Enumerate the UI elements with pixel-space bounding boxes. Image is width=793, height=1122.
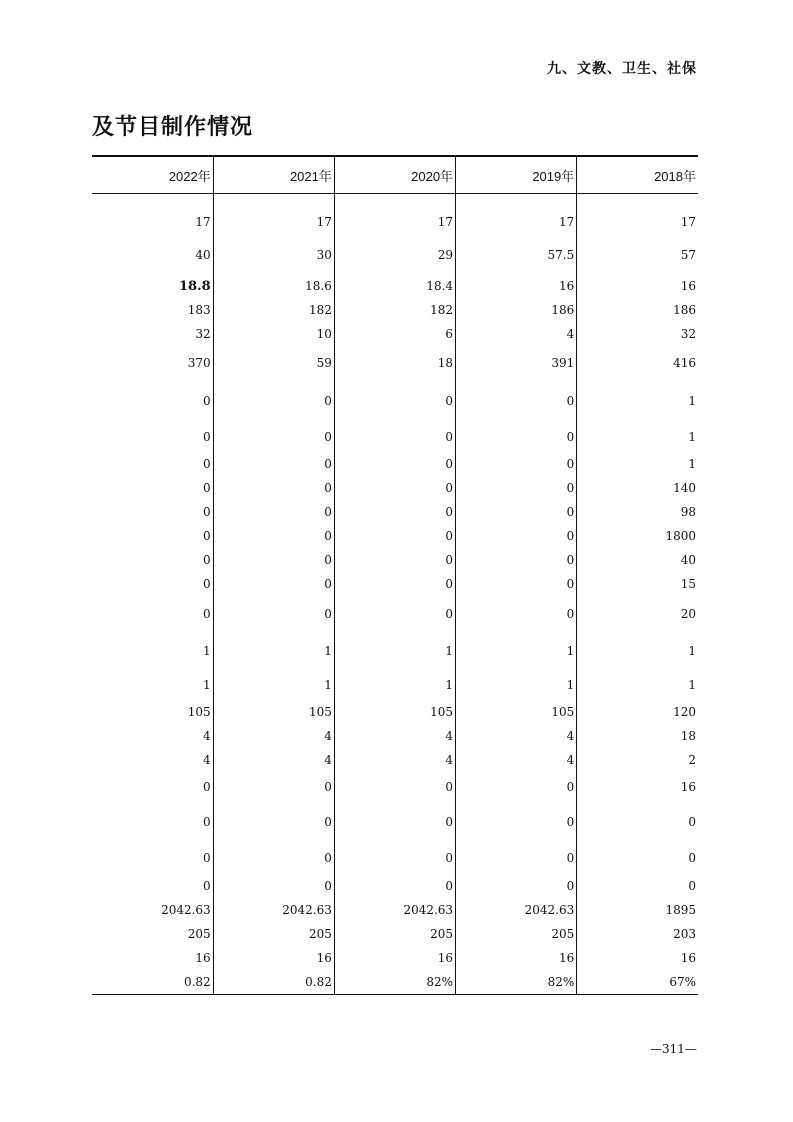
column-header-2020: 2020年: [334, 156, 455, 194]
data-table-container: [92, 155, 698, 995]
table-cell: 0: [577, 802, 698, 842]
table-cell: 0: [213, 772, 334, 802]
table-cell: 16: [577, 274, 698, 298]
table-cell: 1: [203, 678, 211, 692]
table-row: [92, 500, 698, 524]
table-cell: 0: [577, 874, 698, 898]
table-cell: 0: [213, 452, 334, 476]
table-cell: 0: [213, 572, 334, 596]
table-cell: 205: [334, 922, 455, 946]
table-cell: 4: [213, 724, 334, 748]
table-cell: 0: [456, 572, 577, 596]
table-cell: 0: [213, 842, 334, 874]
table-row: [92, 298, 698, 322]
table-cell: 4: [203, 753, 211, 767]
table-cell: 17: [195, 215, 211, 229]
page-title: 及节目制作情况: [92, 115, 254, 140]
table-cell: 0: [213, 524, 334, 548]
table-cell: 2: [577, 748, 698, 772]
table-cell: 40: [577, 548, 698, 572]
table-row: [92, 236, 698, 274]
table-row: [92, 922, 698, 946]
table-cell: 0: [213, 500, 334, 524]
page-number: —311—: [650, 1042, 697, 1056]
table-cell: 0: [334, 500, 455, 524]
table-cell: 4: [456, 748, 577, 772]
table-cell: 15: [577, 572, 698, 596]
table-cell: 1: [456, 670, 577, 700]
table-cell: 1: [203, 644, 211, 658]
table-cell: 0: [203, 394, 211, 408]
table-cell: 205: [213, 922, 334, 946]
table-cell: 17: [456, 208, 577, 236]
table-row: [92, 596, 698, 632]
table-cell: 0: [334, 572, 455, 596]
table-cell: 105: [456, 700, 577, 724]
table-cell: 1: [213, 632, 334, 670]
table-row: [92, 572, 698, 596]
table-cell: 0: [334, 548, 455, 572]
table-cell: 0: [456, 802, 577, 842]
table-row: [92, 898, 698, 922]
table-cell: 0: [456, 874, 577, 898]
table-cell: 186: [577, 298, 698, 322]
table-cell: 4: [203, 729, 211, 743]
table-cell: 0: [334, 422, 455, 452]
table-cell: 82%: [456, 970, 577, 995]
table-cell: 0: [334, 380, 455, 422]
table-cell: 182: [334, 298, 455, 322]
table-cell: 16: [334, 946, 455, 970]
table-cell: 29: [334, 236, 455, 274]
table-row: [92, 748, 698, 772]
table-cell: 1800: [577, 524, 698, 548]
table-cell: 16: [456, 274, 577, 298]
table-row: [92, 874, 698, 898]
table-cell: 2042.63: [213, 898, 334, 922]
table-row: [92, 346, 698, 380]
table-row: [92, 208, 698, 236]
table-cell: 0: [334, 524, 455, 548]
table-row: [92, 970, 698, 995]
table-cell: 0: [334, 476, 455, 500]
table-cell: 0: [213, 380, 334, 422]
table-cell: 0: [456, 842, 577, 874]
table-cell: 59: [213, 346, 334, 380]
table-cell: 140: [577, 476, 698, 500]
table-cell: 0: [456, 452, 577, 476]
table-cell: 18.4: [334, 274, 455, 298]
table-cell: 0: [213, 422, 334, 452]
table-cell: 10: [213, 322, 334, 346]
table-cell: 4: [334, 724, 455, 748]
table-cell: 0: [203, 529, 211, 543]
table-cell: 391: [456, 346, 577, 380]
table-cell: 1: [577, 670, 698, 700]
table-body: [92, 194, 698, 995]
section-header: 九、文教、卫生、社保: [547, 61, 697, 77]
table-row: [92, 322, 698, 346]
table-spacer-row: [92, 194, 698, 209]
table-cell: 0: [203, 879, 211, 893]
table-cell: 20: [577, 596, 698, 632]
table-row: [92, 548, 698, 572]
table-cell: 0: [456, 548, 577, 572]
table-cell: 1: [577, 632, 698, 670]
table-cell: 0: [456, 422, 577, 452]
table-cell: 1: [334, 670, 455, 700]
table-cell: 1: [577, 380, 698, 422]
table-cell: 17: [213, 208, 334, 236]
table-cell: 1: [456, 632, 577, 670]
table-cell: 17: [577, 208, 698, 236]
column-header-2018: 2018年: [577, 156, 698, 194]
table-cell: 0: [213, 596, 334, 632]
table-row: [92, 724, 698, 748]
table-cell: 67%: [577, 970, 698, 995]
table-cell: 0: [334, 842, 455, 874]
table-cell: 0: [213, 476, 334, 500]
table-cell: 57: [577, 236, 698, 274]
table-cell: 105: [187, 705, 211, 719]
table-cell: 40: [195, 248, 211, 262]
table-cell: 182: [213, 298, 334, 322]
table-cell: 205: [187, 927, 211, 941]
table-cell: 1: [334, 632, 455, 670]
table-cell: 32: [577, 322, 698, 346]
table-row: [92, 422, 698, 452]
table-cell: 0: [213, 874, 334, 898]
table-cell: 0.82: [213, 970, 334, 995]
table-row: [92, 524, 698, 548]
table-cell: 0: [203, 780, 211, 794]
table-cell: 1895: [577, 898, 698, 922]
table-cell: 2042.63: [456, 898, 577, 922]
table-row: [92, 842, 698, 874]
table-cell: 0: [334, 452, 455, 476]
table-cell: 0.82: [92, 970, 213, 995]
table-cell: 416: [577, 346, 698, 380]
table-cell: 16: [456, 946, 577, 970]
table-cell: 0: [203, 430, 211, 444]
data-table: [92, 155, 698, 995]
table-cell: 0: [203, 481, 211, 495]
table-cell: 2042.63: [161, 903, 211, 917]
table-header-row: [92, 156, 698, 194]
table-cell: 2042.63: [334, 898, 455, 922]
table-cell: 57.5: [456, 236, 577, 274]
table-cell: 0: [456, 524, 577, 548]
table-cell: 1: [213, 670, 334, 700]
table-cell: 0: [213, 802, 334, 842]
table-row: [92, 670, 698, 700]
table-cell: 183: [187, 303, 211, 317]
table-cell: 0: [334, 596, 455, 632]
table-cell: 4: [456, 322, 577, 346]
table-cell: 0: [203, 505, 211, 519]
table-cell: 0: [203, 607, 211, 621]
table-row: [92, 802, 698, 842]
table-cell: 4: [334, 748, 455, 772]
table-cell: 0: [456, 596, 577, 632]
table-cell: 6: [334, 322, 455, 346]
table-cell: 82%: [334, 970, 455, 995]
table-cell: 0: [213, 548, 334, 572]
table-row: [92, 274, 698, 298]
column-header-2019: 2019年: [456, 156, 577, 194]
table-cell: 205: [456, 922, 577, 946]
table-cell: 1: [577, 452, 698, 476]
table-cell: 120: [577, 700, 698, 724]
table-cell: 16: [577, 772, 698, 802]
table-cell: 0: [203, 457, 211, 471]
table-cell: 18.8: [179, 278, 211, 294]
table-cell: 0: [456, 500, 577, 524]
table-cell: 0: [334, 802, 455, 842]
table-cell: 0: [203, 553, 211, 567]
table-cell: 1: [577, 422, 698, 452]
table-cell: 0: [334, 874, 455, 898]
table-cell: 105: [213, 700, 334, 724]
table-row: [92, 772, 698, 802]
table-cell: 16: [213, 946, 334, 970]
table-cell: 0: [577, 842, 698, 874]
table-cell: 16: [195, 951, 211, 965]
column-header-2021: 2021年: [213, 156, 334, 194]
table-cell: 32: [195, 327, 211, 341]
table-cell: 105: [334, 700, 455, 724]
table-cell: 4: [456, 724, 577, 748]
table-cell: 0: [334, 772, 455, 802]
table-cell: 18: [334, 346, 455, 380]
table-row: [92, 476, 698, 500]
table-cell: 203: [577, 922, 698, 946]
table-cell: 0: [203, 851, 211, 865]
column-header-2022: 2022年: [92, 156, 213, 194]
table-cell: 370: [187, 356, 211, 370]
table-row: [92, 700, 698, 724]
table-cell: 98: [577, 500, 698, 524]
table-cell: 0: [203, 815, 211, 829]
table-row: [92, 452, 698, 476]
table-cell: 30: [213, 236, 334, 274]
table-row: [92, 380, 698, 422]
table-row: [92, 632, 698, 670]
table-cell: 16: [577, 946, 698, 970]
table-cell: 186: [456, 298, 577, 322]
table-cell: 0: [456, 380, 577, 422]
table-row: [92, 946, 698, 970]
table-cell: 0: [203, 577, 211, 591]
table-cell: 18: [577, 724, 698, 748]
table-cell: 0: [456, 772, 577, 802]
table-cell: 18.6: [213, 274, 334, 298]
table-cell: 4: [213, 748, 334, 772]
table-cell: 17: [334, 208, 455, 236]
table-cell: 0: [456, 476, 577, 500]
